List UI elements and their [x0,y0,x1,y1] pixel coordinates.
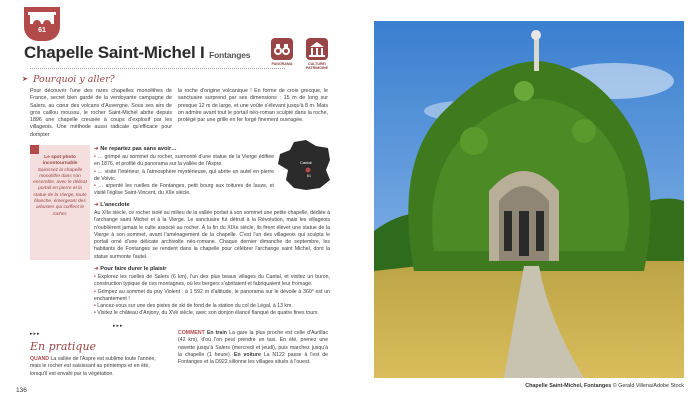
comment-text: COMMENT En train La gare la plus proche est celle d'Aurillac (42 km), d'où l'on peut prendre un taxi. En été, prenez une navette jusqu'à Salers (mercredi et jeudi), puis marchez jusqu'à la chapelle (1 heure). En voiture La N122 passe à l'est de Fontanges et la D922 sillonne les villages situés à l'ouest. [178,330,328,366]
section-heading-pourquoi: Pourquoi y aller? [33,74,115,85]
pourquoi-column-2: la roche d'origine volcanique ! En forme de croix grecque, le sanctuaire surprend par ses dimensions : 15 m de long sur presque 12 m de large, et une voûte s'élevant jusqu'à 8 m. Mais on admire avant tout le portail néo-roman sculpté dans la roche, protégé par une grille en fer forgé finement ouvragée. [178,88,328,124]
photo-caption: Chapelle Saint-Michel, Fontanges © Gerald Villena/Adobe Stock [525,383,684,389]
page-number: 136 [16,387,27,394]
separator-arrows: ▸▸▸ [30,331,41,337]
section-heading-plaisir: ➜ Pour faire durer le plaisir [94,266,167,272]
separator-arrows: ▸▸▸ [113,323,124,329]
ne-repartez-list [94,154,274,198]
chapel-photo [374,21,684,378]
map-marker-number: 61 [307,174,311,178]
list-item: • … arpenté les ruelles de Fontanges, petit bourg aux toitures de lauze, et visité l'église Saint-Vincent, du XIIe siècle. [94,183,274,197]
bridge-icon [28,12,56,24]
virgin-statue [531,30,541,40]
divider [30,68,285,70]
page-title [24,43,250,63]
arrow-icon: ➜ [94,266,101,272]
photo-tip-text [33,155,87,218]
entry-number: 61 [38,27,46,34]
title-main: Chapelle Saint-Michel I [24,43,205,62]
anecdote-body: Au XIIe siècle, ce rocher isolé au milieu de la vallée portait à son sommet une petite chapelle, dédiée à l'archange saint Michel et à la Vierge. Le sanctuaire fut détruit à la Révolution, mais les villageois n'oublièrent jamais le culte associé au rocher. À la fin du XIXe siècle, ils firent élever une statue de la Vierge à son sommet, avant l'aménagement de la chapelle. C'est l'un des villageois qui sculpta le portail orné d'une délicate archivolte néo-romane. Chaque dernier dimanche de septembre, les habitants de Fontanges se rendent dans la chapelle pour célébrer l'archange saint Michel, dont la statue surmonte l'autel. [94,210,330,260]
category-label-panorama: PANORAMA [271,62,293,66]
title-subtitle: Fontanges [209,50,251,60]
section-heading-anecdote: ➜ L'anecdote [94,202,130,208]
france-map [276,140,332,192]
photo-tip-heading: Le spot photo incontournable [42,155,78,167]
pourquoi-column-1: Pour découvrir l'une des rares chapelles monolithes de France, secret bien gardé de la verdoyante campagne de Salers, au cœur des volcans d'Auvergne. Sous ses airs de gros caillou moussu, le rocher Saint-Michel abrite depuis 1896 une chapelle creusée à coups d'explosif par les villageois. Une méthode aussi radicale qu'efficace pour dompter [30,88,172,138]
quand-text: QUAND La vallée de l'Aspre est sublime toute l'année, mais le rocher est saisissant au printemps et en été, lorsqu'il est envahi par la végétation. [30,356,156,377]
list-item: • Grimpez au sommet du puy Violent : à 1 592 m d'altitude, le panorama sur le dévoile à 360° est un enchantement ! [94,288,330,302]
category-label-culture: CULTURE/ PATRIMOINE [305,62,329,71]
section-heading-pratique: En pratique [30,340,97,353]
list-item: • Lancez-vous sur une des pistes de ski de fond de la station du col de Légal, à 13 km. [94,303,293,310]
list-item: • Visitez le château d'Anjony, du XVe siècle, avec son donjon élancé flanqué de quatre fines tours. [94,310,319,317]
monument-icon [306,38,328,60]
right-page [360,0,700,405]
photo-tip-marker [30,145,39,154]
arrow-icon: ➜ [94,202,101,208]
section-heading-ne-repartez: ➜ Ne repartez pas sans avoir… [94,146,177,152]
map-label: Cantal [300,160,312,165]
arrow-icon: ➜ [94,146,101,152]
plaisir-list [94,274,330,318]
entry-number-badge [24,7,60,41]
location-marker [306,168,311,173]
binoculars-icon [271,38,293,60]
list-item: • … visité l'intérieur, à l'atmosphère mystérieuse, qui abrite un autel en pierre de Volvic. [94,168,274,182]
arrow-icon: ➤ [22,76,28,83]
list-item: • Explorez les ruelles de Salers (6 km), l'un des plus beaux villages du Cantal, et visitez un buron, construction typique de ces montagnes, où les bergers s'abritaient et fabriquaient leur fromage. [94,274,330,288]
list-item: • … grimpé au sommet du rocher, surmonté d'une statue de la Vierge édifiée en 1876, et profité du panorama sur la vallée de l'Aspre. [94,154,274,168]
photo-tip-body: Saisissez la chapelle monolithe dans son ensemble, avec le délicat portail en pierre et la statue de la Vierge, toute blanche, émergeant des arbustes qui coiffent le rocher. [33,167,87,217]
